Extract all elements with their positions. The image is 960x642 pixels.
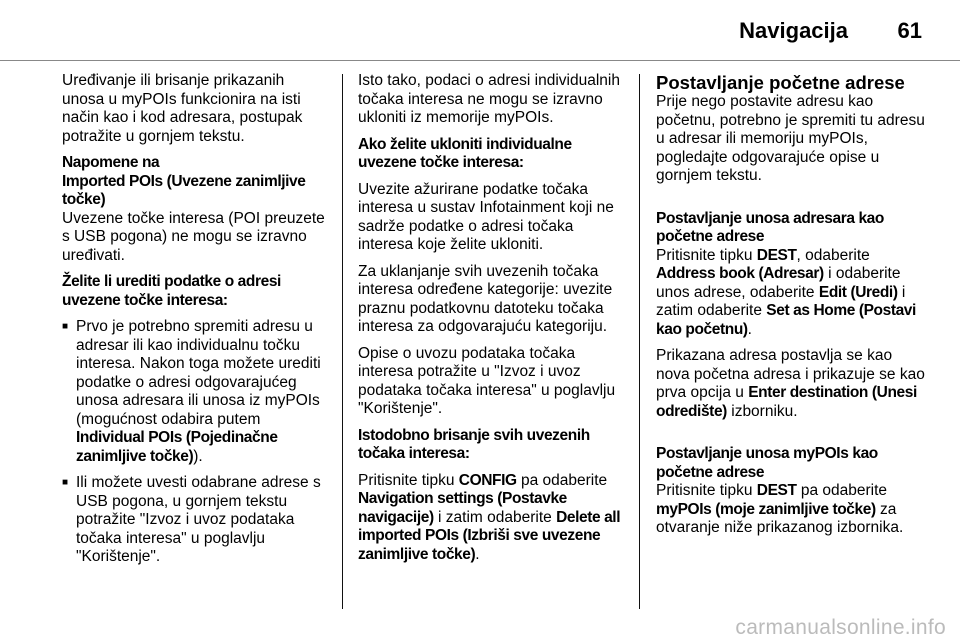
column-divider-1 <box>342 74 343 609</box>
watermark: carmanualsonline.info <box>735 616 946 639</box>
list-item <box>62 318 330 466</box>
col3-heading-address-book: Postavljanje unosa adresara kao početne adrese <box>656 209 884 245</box>
list-item <box>62 474 330 567</box>
bullet-icon: ■ <box>62 321 69 332</box>
spacer <box>656 429 926 445</box>
column-1 <box>62 72 330 575</box>
col1-heading-imported-pois: Imported POIs (Uvezene zanimljive točke) <box>62 172 306 208</box>
col2-heading-delete-all: Istodobno brisanje svih uvezenih točaka interesa: <box>358 426 590 462</box>
page-title: Navigacija <box>739 18 848 43</box>
col3-para-1: Pritisnite tipku DEST, odaberite Address book (Adresar) i odaberite unos adrese, odaberite Edit (Uredi) i zatim odaberite Set as Home (Postavi kao početnu). <box>656 246 916 338</box>
col3-para-2: Prikazana adresa postavlja se kao nova početna adresa i prikazuje se kao prva opcija u Enter destination (Unesi odredište) izborniku. <box>656 347 925 420</box>
col2-para-2: Za uklanjanje svih uvezenih točaka interesa određene kategorije: uvezite praznu podatkovnu datoteku točaka interesa za odgovarajuću kategoriju. <box>358 262 613 335</box>
col2-para-4: Pritisnite tipku CONFIG pa odaberite Navigation settings (Postavke navigacije) i zatim odaberite Delete all imported POIs (Izbriši sve uvezene zanimljive točke). <box>358 471 621 563</box>
page-number: 61 <box>897 18 922 43</box>
bullet-icon: ■ <box>62 477 69 488</box>
header-divider <box>0 60 960 61</box>
col1-note: Uvezene točke interesa (POI preuzete s USB pogona) ne mogu se izravno uređivati. <box>62 209 325 264</box>
col2-para-3: Opise o uvozu podataka točaka interesa potražite u "Izvoz i uvoz podataka točaka interesa" u poglavlju "Korištenje". <box>358 344 616 417</box>
col2-para-1: Uvezite ažurirane podatke točaka interesa u sustav Infotainment koji ne sadrže podatke o adresi točaka interesa koje želite ukloniti. <box>358 180 614 253</box>
col2-intro: Isto tako, podaci o adresi individualnih točaka interesa ne mogu se izravno ukloniti iz memorije myPOIs. <box>358 72 620 126</box>
col3-para-3: Pritisnite tipku DEST pa odaberite myPOIs (moje zanimljive točke) za otvaranje niže prikazanog izbornika. <box>656 482 904 536</box>
col1-intro: Uređivanje ili brisanje prikazanih unosa u myPOIs funkcionira na isti način kao i kod adresara, postupak potražite u gornjem tekstu. <box>62 72 303 145</box>
column-2 <box>358 72 628 572</box>
col1-heading-notes: Napomene na <box>62 154 160 171</box>
spacer <box>656 194 926 210</box>
list-item-text: Ili možete uvesti odabrane adrese s USB pogona, u gornjem tekstu potražite "Izvoz i uvoz podataka točaka interesa" u poglavlju "Korištenje". <box>76 474 321 565</box>
list-item-text: Prvo je potrebno spremiti adresu u adresar ili kao individualnu točku interesa. Nakon toga možete urediti podatke o adresi odgovarajućeg unosa adresara ili unosa iz myPOIs (mogućnost odabira putem Individual POIs (Pojedinačne zanimljive točke)). <box>76 318 321 465</box>
col3-intro: Prije nego postavite adresu kao početnu, potrebno je spremiti tu adresu u adresar ili memoriju myPOIs, pogledajte odgovarajuće opise u gornjem tekstu. <box>656 93 925 184</box>
column-3 <box>656 72 926 546</box>
col2-heading-remove: Ako želite ukloniti individualne uvezene točke interesa: <box>358 135 572 171</box>
section-title: Postavljanje početne adrese <box>656 72 905 93</box>
col3-heading-mypois: Postavljanje unosa myPOIs kao početne adrese <box>656 445 878 481</box>
col1-heading-edit: Želite li urediti podatke o adresi uvezene točke interesa: <box>62 273 281 309</box>
column-divider-2 <box>639 74 640 609</box>
